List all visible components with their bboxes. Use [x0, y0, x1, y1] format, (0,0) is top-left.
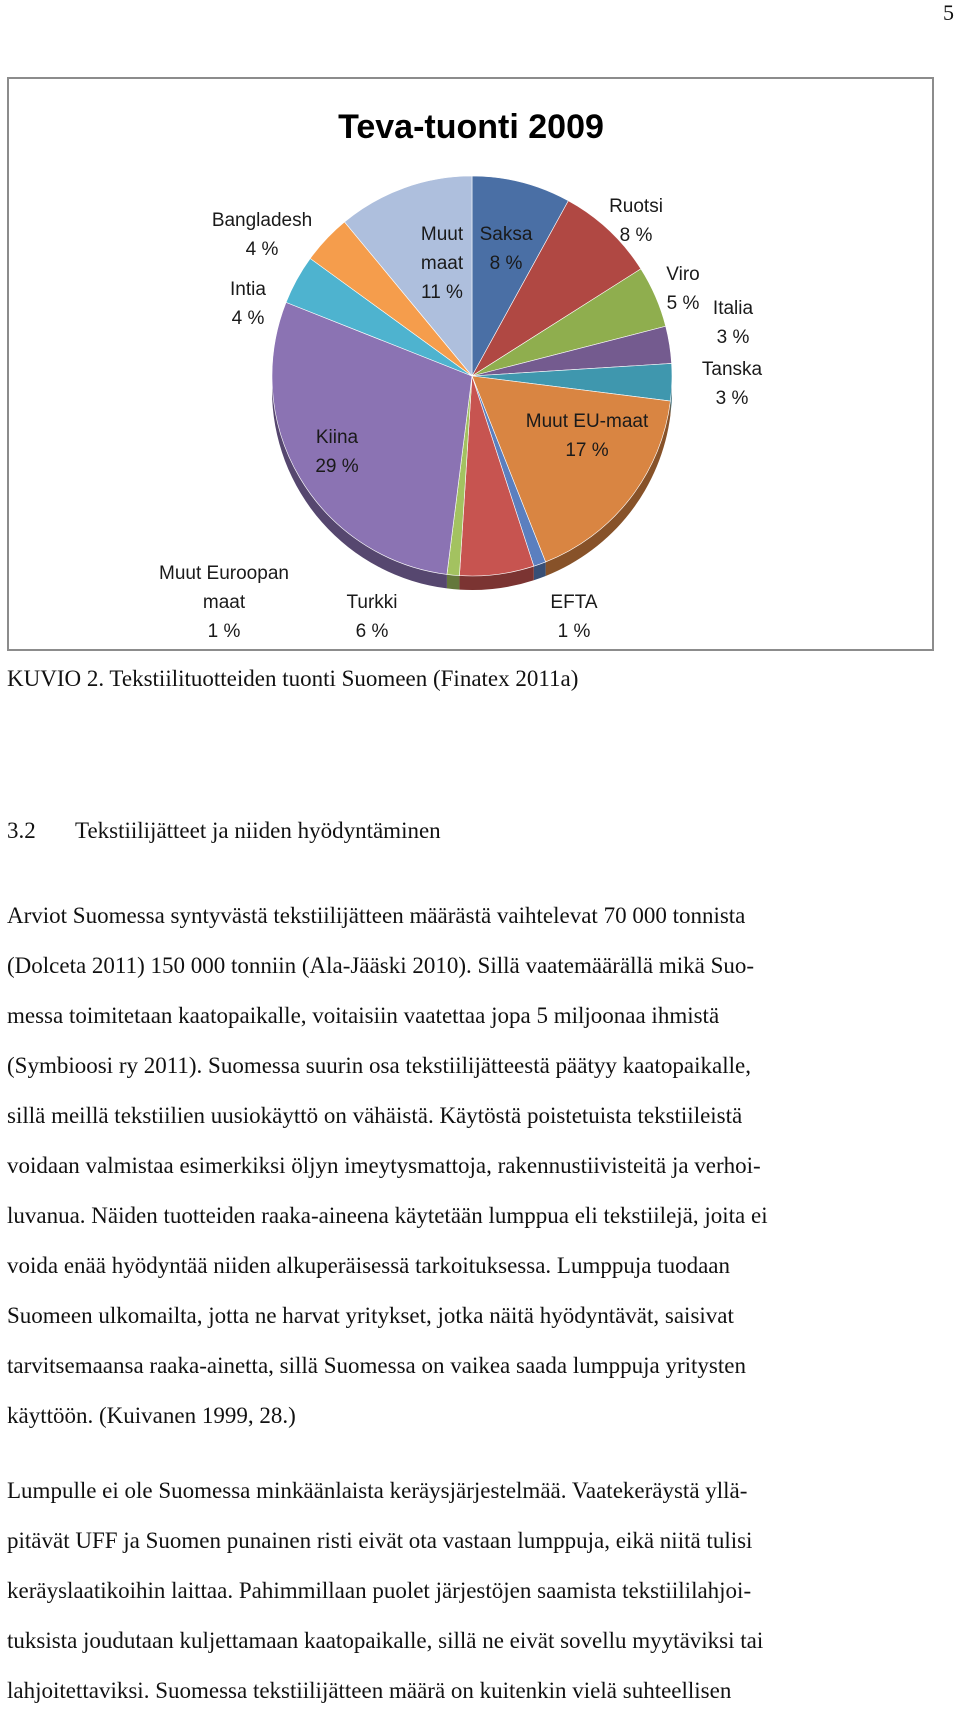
text-line: keräyslaatikoihin laittaa. Pahimmillaan puolet järjestöjen saamista tekstiililahjoi-	[7, 1578, 752, 1603]
slice-label-line: Saksa	[479, 224, 533, 245]
text-line: luvanua. Näiden tuotteiden raaka-aineena käytetään lumppua eli tekstiilejä, joita ei	[7, 1203, 768, 1228]
pie-chart	[9, 79, 932, 649]
text-line: (Symbioosi ry 2011). Suomessa suurin osa tekstiilijätteestä päätyy kaatopaikalle,	[7, 1053, 751, 1078]
slice-label-line: 11 %	[421, 282, 463, 303]
slice-label-intia	[230, 279, 266, 329]
slice-label-line: maat	[202, 592, 246, 613]
slice-label-line: Turkki	[346, 592, 398, 613]
slice-label-line: 1 %	[207, 621, 241, 642]
pie-slices	[272, 176, 672, 576]
slice-label-line: Viro	[666, 264, 700, 285]
slice-label-line: 4 %	[245, 239, 279, 260]
slice-label-line: Bangladesh	[211, 210, 313, 231]
slice-label-line: Muut	[420, 224, 464, 245]
text-line: voidaan valmistaa esimerkiksi öljyn imeytysmattoja, rakennustiivisteitä ja verhoi-	[7, 1153, 761, 1178]
slice-label-line: 17 %	[565, 440, 609, 461]
paragraph-1	[7, 891, 927, 1441]
slice-label-tanska	[702, 359, 763, 409]
slice-label-line: 3 %	[715, 388, 749, 409]
slice-label-line: Muut EU-maat	[525, 411, 649, 432]
slice-label-line: 1 %	[557, 621, 591, 642]
section-heading	[7, 818, 441, 844]
slice-label-bangladesh	[212, 210, 312, 260]
slice-label-efta	[550, 592, 597, 642]
slice-label-line: 5 %	[666, 293, 700, 314]
page-number: 5	[943, 0, 954, 25]
slice-label-line: maat	[420, 253, 464, 274]
slice-label-muut_euroopan	[159, 563, 289, 642]
text-line: Suomeen ulkomailta, jotta ne harvat yritykset, jotka näitä hyödyntävät, saisivat	[7, 1303, 734, 1328]
text-line: tarvitsemaansa raaka-ainetta, sillä Suomessa on vaikea saada lumppuja yritysten	[7, 1353, 746, 1378]
slice-depth-muut_euroopan	[447, 574, 460, 589]
text-line: lahjoitettaviksi. Suomessa tekstiilijätteen määrä on kuitenkin vielä suhteellisen	[7, 1678, 732, 1703]
text-line: sillä meillä tekstiilien uusiokäyttö on vähäistä. Käytöstä poistetuista tekstiileistä	[7, 1103, 743, 1128]
figure-caption: KUVIO 2. Tekstiilituotteiden tuonti Suomeen (Finatex 2011a)	[7, 666, 579, 691]
paragraph-2	[7, 1466, 927, 1716]
slice-label-line: Italia	[712, 298, 754, 319]
text-line: tuksista joudutaan kuljettamaan kaatopaikalle, sillä ne eivät sovellu myytäviksi tai	[7, 1628, 764, 1653]
slice-label-line: 4 %	[231, 308, 265, 329]
text-line: pitävät UFF ja Suomen punainen risti eivät ota vastaan lumppuja, eikä niitä tulisi	[7, 1528, 753, 1553]
slice-label-line: 6 %	[355, 621, 389, 642]
slice-label-muut_maat	[421, 224, 464, 303]
chart-title: Teva-tuonti 2009	[338, 108, 604, 146]
text-line: Arviot Suomessa syntyvästä tekstiilijätteen määrästä vaihtelevat 70 000 tonnista	[7, 903, 746, 928]
slice-label-line: 8 %	[489, 253, 523, 274]
section-title: Tekstiilijätteet ja niiden hyödyntäminen	[75, 818, 441, 843]
section-number: 3.2	[7, 818, 36, 843]
slice-label-line: 8 %	[619, 225, 653, 246]
slice-label-line: Kiina	[315, 427, 359, 448]
slice-label-line: Ruotsi	[609, 196, 663, 217]
slice-label-line: Intia	[230, 279, 266, 300]
text-line: käyttöön. (Kuivanen 1999, 28.)	[7, 1403, 296, 1428]
slice-label-turkki	[346, 592, 397, 642]
text-line: messa toimitetaan kaatopaikalle, voitaisiin vaatettaa jopa 5 miljoonaa ihmistä	[7, 1003, 720, 1028]
text-line: voida enää hyödyntää niiden alkuperäisessä tarkoituksessa. Lumppuja tuodaan	[7, 1253, 731, 1278]
slice-label-line: 29 %	[315, 456, 359, 477]
text-line: Lumpulle ei ole Suomessa minkäänlaista keräysjärjestelmää. Vaatekeräystä yllä-	[7, 1478, 748, 1503]
slice-label-line: EFTA	[550, 592, 598, 613]
slice-label-italia	[713, 298, 754, 348]
text-line: (Dolceta 2011) 150 000 tonniin (Ala-Jääski 2010). Sillä vaatemäärällä mikä Suo-	[7, 953, 755, 978]
slice-label-line: Tanska	[701, 359, 763, 380]
slice-label-line: Muut Euroopan	[159, 563, 289, 584]
slice-label-line: 3 %	[716, 327, 750, 348]
pie-chart-frame	[7, 77, 934, 651]
slice-label-viro	[666, 264, 699, 314]
